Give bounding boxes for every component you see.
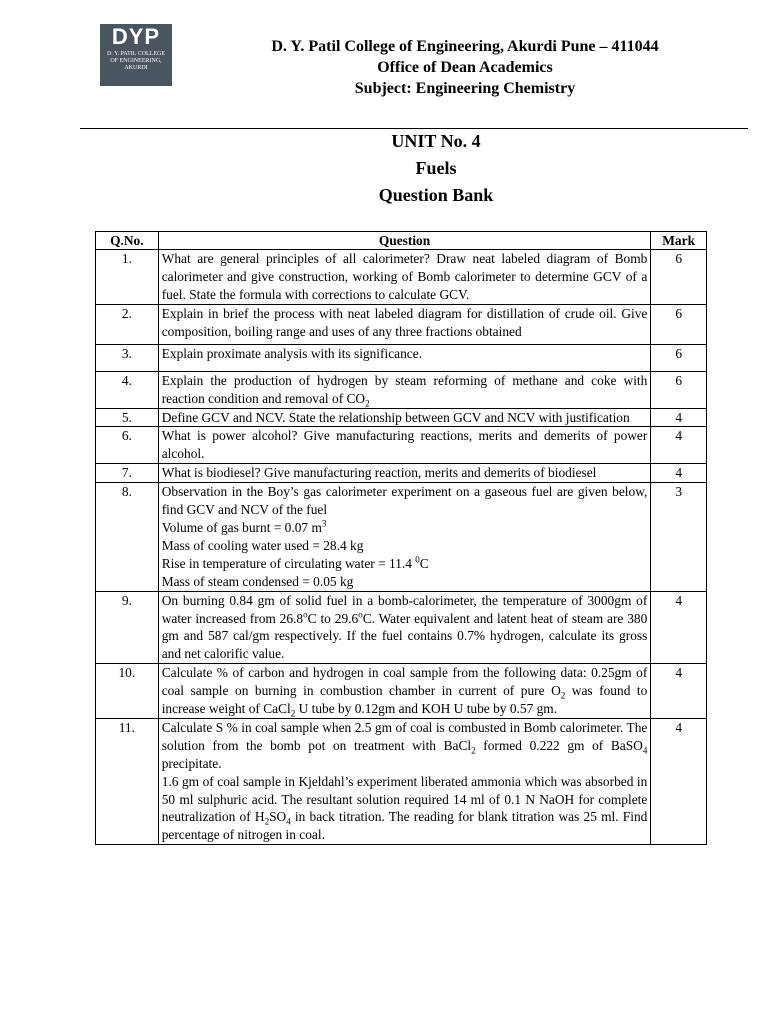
question-text: What is biodiesel? Give manufacturing reaction, merits and demerits of biodiesel xyxy=(158,464,651,483)
question-text xyxy=(158,483,651,591)
question-number: 1. xyxy=(96,250,159,305)
subscript: 2 xyxy=(264,817,270,828)
question-text: On burning 0.84 gm of solid fuel in a bomb-calorimeter, the temperature of 3000gm of water increased from 26.8$^o$C to 29.6$^o$C. Water equivalent and latent heat of steam are 380 gm and 587 cal/gm respectively. If the fuel contains 0.7% hydrogen, calculate its gross and net calorific value. xyxy=(158,591,651,664)
question-number: 9. xyxy=(96,591,159,664)
question-number: 3. xyxy=(96,344,159,371)
question-number: 10. xyxy=(96,664,159,719)
qno-header: Q.No. xyxy=(96,232,159,250)
college-name: D. Y. Patil College of Engineering, Akurdi Pune – 411044 xyxy=(271,38,659,55)
doc-title: Question Bank xyxy=(378,185,494,205)
question-mark: 6 xyxy=(651,371,707,408)
table-row xyxy=(96,304,707,344)
question-mark: 6 xyxy=(651,304,707,344)
table-row xyxy=(96,371,707,408)
subscript: 4 xyxy=(286,817,291,828)
question-intro: Observation in the Boy’s gas calorimeter experiment on a gaseous fuel are given below, find GCV and NCV of the fuel xyxy=(161,484,648,518)
table-row xyxy=(96,718,707,844)
degree-sign: o xyxy=(303,609,308,620)
table-row xyxy=(96,427,707,464)
question-text: Explain in brief the process with neat labeled diagram for distillation of crude oil. Give composition, boiling range and uses of any three fractions obtained xyxy=(158,304,651,344)
observation-line: Mass of cooling water used = 28.4 kg xyxy=(161,537,364,553)
question-text: Explain proximate analysis with its significance. xyxy=(158,344,651,371)
question-mark: 4 xyxy=(651,427,707,464)
superscript: 0 xyxy=(415,554,420,565)
unit-title: UNIT No. 4 xyxy=(391,131,481,151)
degree-sign: o xyxy=(358,609,363,620)
question-number: 8. xyxy=(96,483,159,591)
question-mark: 4 xyxy=(651,591,707,664)
question-text: What are general principles of all calorimeter? Draw neat labeled diagram of Bomb calorimeter and give construction, working of Bomb calorimeter to determine GCV of a fuel. State the formula with corrections to calculate GCV. xyxy=(158,250,651,305)
question-mark: 3 xyxy=(651,483,707,591)
observation-line: Volume of gas burnt = 0.07 $m^3$ xyxy=(161,518,327,535)
question-number: 6. xyxy=(96,427,159,464)
table-row xyxy=(96,408,707,427)
question-number: 7. xyxy=(96,464,159,483)
superscript: 3 xyxy=(321,518,327,529)
question-number: 11. xyxy=(96,718,159,844)
topic-title: Fuels xyxy=(415,158,457,178)
question-mark: 4 xyxy=(651,408,707,427)
subscript: 2 xyxy=(471,745,476,756)
college-logo xyxy=(100,24,172,86)
subscript: 4 xyxy=(642,745,648,756)
table-row xyxy=(96,664,707,719)
question-number: 5. xyxy=(96,408,159,427)
table-row xyxy=(96,483,707,591)
mark-header: Mark xyxy=(651,232,707,250)
observation-line: Mass of steam condensed = 0.05 kg xyxy=(161,573,354,589)
subscript: 2 xyxy=(290,708,296,719)
table-row xyxy=(96,344,707,371)
header-divider xyxy=(80,128,748,129)
subscript: 2 xyxy=(560,690,566,701)
question-text: What is power alcohol? Give manufacturing reactions, merits and demerits of power alcohol. xyxy=(158,427,651,464)
question-text: Calculate S % in coal sample when 2.5 gm of coal is combusted in Bomb calorimeter. The solution from the bomb pot on treatment with BaCl$_2$ formed 0.222 gm of BaSO$_4$ precipitate. 1.6 gm of coal sample in Kjeldahl’s experiment liberated ammonia which was absorbed in 50 ml sulphuric acid. The resultant solution required 14 ml of 0.1 N NaOH for complete neutralization of $H_2SO_4$ in back titration. The reading for blank titration was 25 ml. Find percentage of nitrogen in coal. xyxy=(158,718,651,844)
office-name: Office of Dean Academics xyxy=(377,59,553,76)
question-mark: 4 xyxy=(651,718,707,844)
subject-name: Subject: Engineering Chemistry xyxy=(354,80,576,97)
table-row xyxy=(96,250,707,305)
logo-text: DYP xyxy=(111,24,161,49)
question-header: Question xyxy=(158,232,651,250)
question-number: 4. xyxy=(96,371,159,408)
question-text xyxy=(158,371,651,408)
table-row xyxy=(96,464,707,483)
table-header-row xyxy=(96,232,707,250)
question-text-part: Explain the production of hydrogen by steam reforming of methane and coke with reaction condition and removal of CO xyxy=(161,372,648,406)
question-mark: 4 xyxy=(651,464,707,483)
question-mark: 4 xyxy=(651,664,707,719)
question-text: Calculate % of carbon and hydrogen in coal sample from the following data: 0.25gm of coal sample on burning in combustion chamber in current of pure $O_2$ was found to increase weight of CaCl$_2$ U tube by 0.12gm and KOH U tube by 0.57 gm. xyxy=(158,664,651,719)
subscript: 2 xyxy=(365,398,370,409)
logo-subtext: D. Y. PATIL COLLEGE OF ENGINEERING, AKURDI xyxy=(106,51,166,71)
question-mark: 6 xyxy=(651,344,707,371)
question-text: Define GCV and NCV. State the relationship between GCV and NCV with justification xyxy=(158,408,651,427)
question-table xyxy=(95,231,707,845)
observation-line: Rise in temperature of circulating water = 11.4 $^0$C xyxy=(161,554,429,571)
question-number: 2. xyxy=(96,304,159,344)
table-row xyxy=(96,591,707,664)
question-mark: 6 xyxy=(651,250,707,305)
